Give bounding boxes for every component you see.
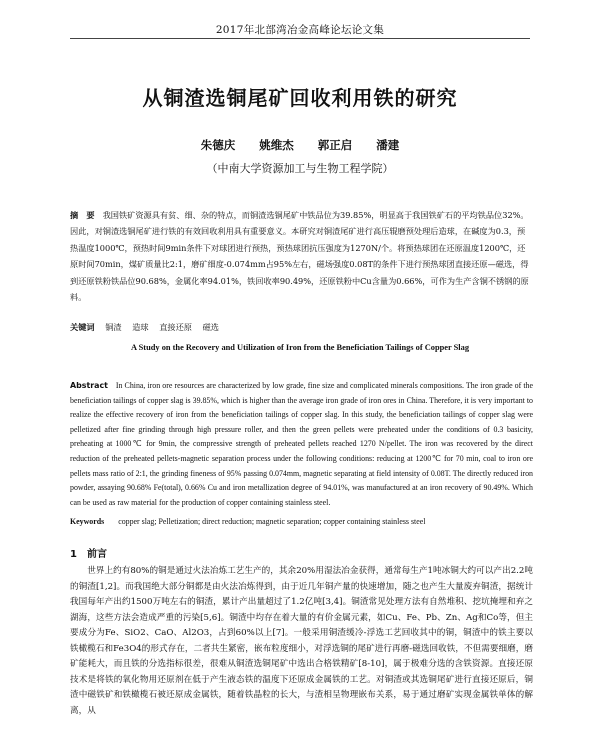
header-rule [70,38,530,39]
chinese-keywords [70,322,533,333]
abstract-text-en: In China, iron ore resources are characterized by low grade, fine size and complicated minerals compositions. The iron grade of the beneficiation tailings of copper slag is 39.85%, which is higher than the average iron grade of iron ores in China. Therefore, it is very important to realize the effective recovery of iron from the beneficiation tailings of copper slag. In this study, the beneficiation tailings of copper slag were pelletized after fine grinding through high pressure roller, and then the green pellets were preheated under the conditions of 0.3 basicity, preheating at 1000℃ for 9min, the compressive strength of preheated pellets reached 1270 N/pellet. The iron was recovered by the direct reduction of the preheated pellets-magnetic separation process under the following conditions: reducing at 1200℃ for 70 min, coal to iron ore pellets mass ratio of 2:1, the grinding fineness of 95% passing 0.074mm, magnetic separating at field intensity of 0.08T. The directly reduced iron powder, assaying 90.68% Fe(total), 0.66% Cu and iron metallization degree of 94.01%, was manufactured at an iron recovery of 90.49%. Which can be used as raw material for the production of copper containing stainless steel. [70,381,533,507]
keyword: 铜渣 [105,322,122,332]
author-list [0,137,600,153]
keywords-label: 关键词 [70,322,95,332]
abstract-label-en: Abstract [70,381,108,390]
abstract-label: 摘 要 [70,210,95,220]
author: 朱德庆 [200,138,236,152]
paper-title: 从铜渣选铜尾矿回收利用铁的研究 [142,86,458,110]
affiliation: （中南大学资源加工与生物工程学院） [206,162,394,175]
keyword: 直接还原 [159,322,192,332]
chinese-abstract [70,207,533,305]
author: 郭正启 [317,138,353,152]
keywords-text-en: copper slag; Pelletization; direct reduction; magnetic separation; copper containing stainless steel [118,517,426,526]
english-keywords [70,517,533,526]
abstract-text: 我国铁矿资源具有贫、细、杂的特点，而铜渣选铜尾矿中铁品位为39.85%，明显高于我国铁矿石的平均铁品位32%。因此，对铜渣选铜尾矿进行铁的有效回收利用具有重要意义。本研究对铜渣尾矿进行高压辊磨预处理后造球，在碱度为0.3，预热温度1000℃，预热时间9min条件下对球团进行预热，预热球团抗压强度为1270N/个。将预热球团在还原温度1200℃，还原时间70min，煤矿质量比2:1，磨矿细度-0.074mm占95%左右，磁场强度0.08T的条件下进行预热球团直接还原—磁选，得到还原铁粉铁品位90.68%，金属化率94.01%，铁回收率90.49%，还原铁粉中Cu含量为0.66%，可作为生产含铜不锈钢的原料。 [70,210,529,303]
english-title: A Study on the Recovery and Utilization of Iron from the Beneficiation Tailings of Copper Slag [130,343,470,352]
keyword: 磁选 [202,322,219,332]
author: 潘建 [376,138,400,152]
section-body: 世界上约有80%的铜是通过火法冶炼工艺生产的，其余20%用湿法冶金获得，通常每生产1吨冰铜大约可以产出2.2吨的铜渣[1,2]。而我国绝大部分铜都是由火法冶炼得到，由于近几年铜产量的快速增加，随之也产生大量废弃铜渣，据统计我国每年产出约1500万吨左右的铜渣，累计产出量超过了1.2亿吨[3,4]。铜渣常见处理方法有自然堆积、挖坑掩埋和弃之湖海，这些方法会造成严重的污染[5,6]。铜渣中均存在着大量的有价金属元素，如Cu、Fe、Pb、Zn、Ag和Co等，但主要成分为Fe、SiO2、CaO、Al2O3，占到60%以上[7]。一般采用铜渣缓冷-浮选工艺回收其中的铜，铜渣中的铁主要以铁橄榄石和Fe3O4的形式存在，二者共生紧密，嵌布粒度细小，对浮选铜的尾矿进行再磨-磁选回收铁，不但需要细磨，磨矿能耗大，而且铁的分选指标很差，很难从铜渣选铜尾矿中选出合格铁精矿[8-10]，属于极难分选的含铁资源。直接还原技术是将铁的氧化物用还原剂在低于产生液态铁的温度下还原成金属铁的工艺。对铜渣或其选铜尾矿进行直接还原后，铜渣中磁铁矿和铁橄榄石被还原成金属铁，随着铁晶粒的长大，与渣相呈物理嵌布关系，易于通过磨矿实现金属铁单体的解离，从 [70,566,533,716]
english-abstract [70,379,533,510]
author: 姚维杰 [259,138,294,152]
section-heading: 1 前言 [70,549,107,560]
keyword: 造球 [132,322,149,332]
running-header: 2017年北部湾冶金高峰论坛论文集 [215,24,385,36]
keywords-label-en: Keywords [70,517,105,526]
